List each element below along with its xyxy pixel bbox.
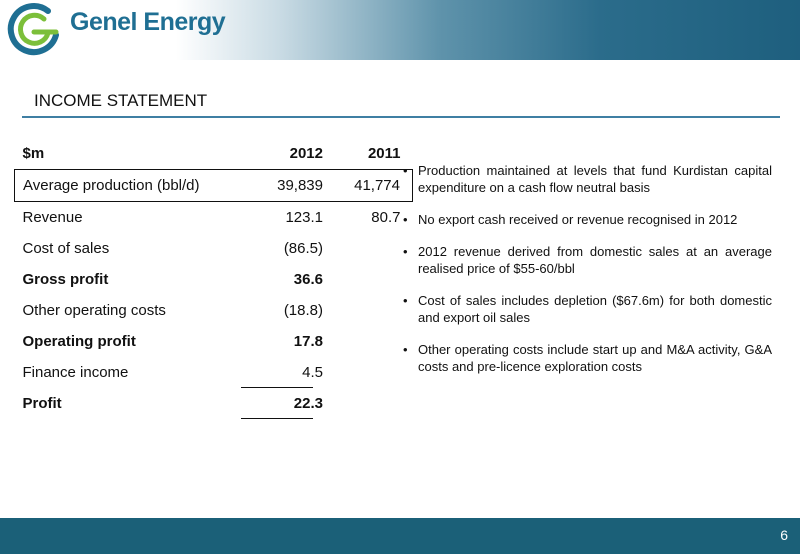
value-2011: 80.7 <box>371 209 401 226</box>
bullet-icon: • <box>403 342 408 357</box>
bullet-text: No export cash received or revenue recognised in 2012 <box>418 212 738 227</box>
table-row <box>15 264 413 295</box>
row-label: Operating profit <box>22 333 136 350</box>
row-label: Other operating costs <box>22 302 166 319</box>
list-item <box>398 243 772 277</box>
table-row <box>15 388 413 419</box>
value-2012: (86.5) <box>283 240 323 257</box>
value-2012: 123.1 <box>285 209 323 226</box>
page-title: INCOME STATEMENT <box>34 91 208 110</box>
list-item <box>398 292 772 326</box>
table-header-row <box>15 138 413 170</box>
footer-bar <box>0 518 800 554</box>
bullet-text: Other operating costs include start up and M&A activity, G&A costs and pre-licence exploration costs <box>418 342 772 374</box>
subtotal-rule <box>241 387 313 388</box>
bullet-icon: • <box>403 163 408 178</box>
list-item <box>398 341 772 375</box>
table-row <box>15 170 413 202</box>
list-item <box>398 211 772 228</box>
row-label: Profit <box>22 395 62 412</box>
commentary-bullets <box>398 162 772 390</box>
value-2012: 36.6 <box>293 271 323 288</box>
column-header-2011: 2011 <box>367 145 401 162</box>
bullet-text: 2012 revenue derived from domestic sales at an average realised price of $55-60/bbl <box>418 244 772 276</box>
value-2012: 39,839 <box>250 170 333 202</box>
value-2012: 17.8 <box>293 333 323 350</box>
income-statement-table <box>14 138 413 419</box>
table-row <box>15 295 413 326</box>
title-divider <box>22 116 780 118</box>
row-label: Finance income <box>22 364 129 381</box>
table-row <box>15 357 413 388</box>
bullet-icon: • <box>403 293 408 308</box>
value-2011 <box>333 388 413 419</box>
page-number: 6 <box>780 527 788 543</box>
bullet-icon: • <box>403 212 408 227</box>
table-row <box>15 233 413 264</box>
value-2012: 4.5 <box>302 364 323 381</box>
column-header-2012: 2012 <box>289 145 323 162</box>
genel-logo-icon <box>4 2 64 57</box>
bullet-text: Cost of sales includes depletion ($67.6m) for both domestic and export oil sales <box>418 293 772 325</box>
row-label: Revenue <box>22 209 83 226</box>
total-rule <box>241 418 313 419</box>
row-label: Average production (bbl/d) <box>15 170 251 202</box>
list-item <box>398 162 772 196</box>
value-2012: 22.3 <box>293 395 323 412</box>
value-2012: (18.8) <box>283 302 323 319</box>
value-2011: 41,774 <box>333 170 413 202</box>
table-row <box>15 326 413 357</box>
table-row <box>15 202 413 234</box>
header-banner <box>0 0 800 60</box>
row-label: Cost of sales <box>22 240 110 257</box>
bullet-text: Production maintained at levels that fund Kurdistan capital expenditure on a cash flow neutral basis <box>418 163 772 195</box>
bullet-icon: • <box>403 244 408 259</box>
row-label: Gross profit <box>22 271 109 288</box>
column-header-units: $m <box>22 145 45 162</box>
brand-name: Genel Energy <box>70 8 226 36</box>
